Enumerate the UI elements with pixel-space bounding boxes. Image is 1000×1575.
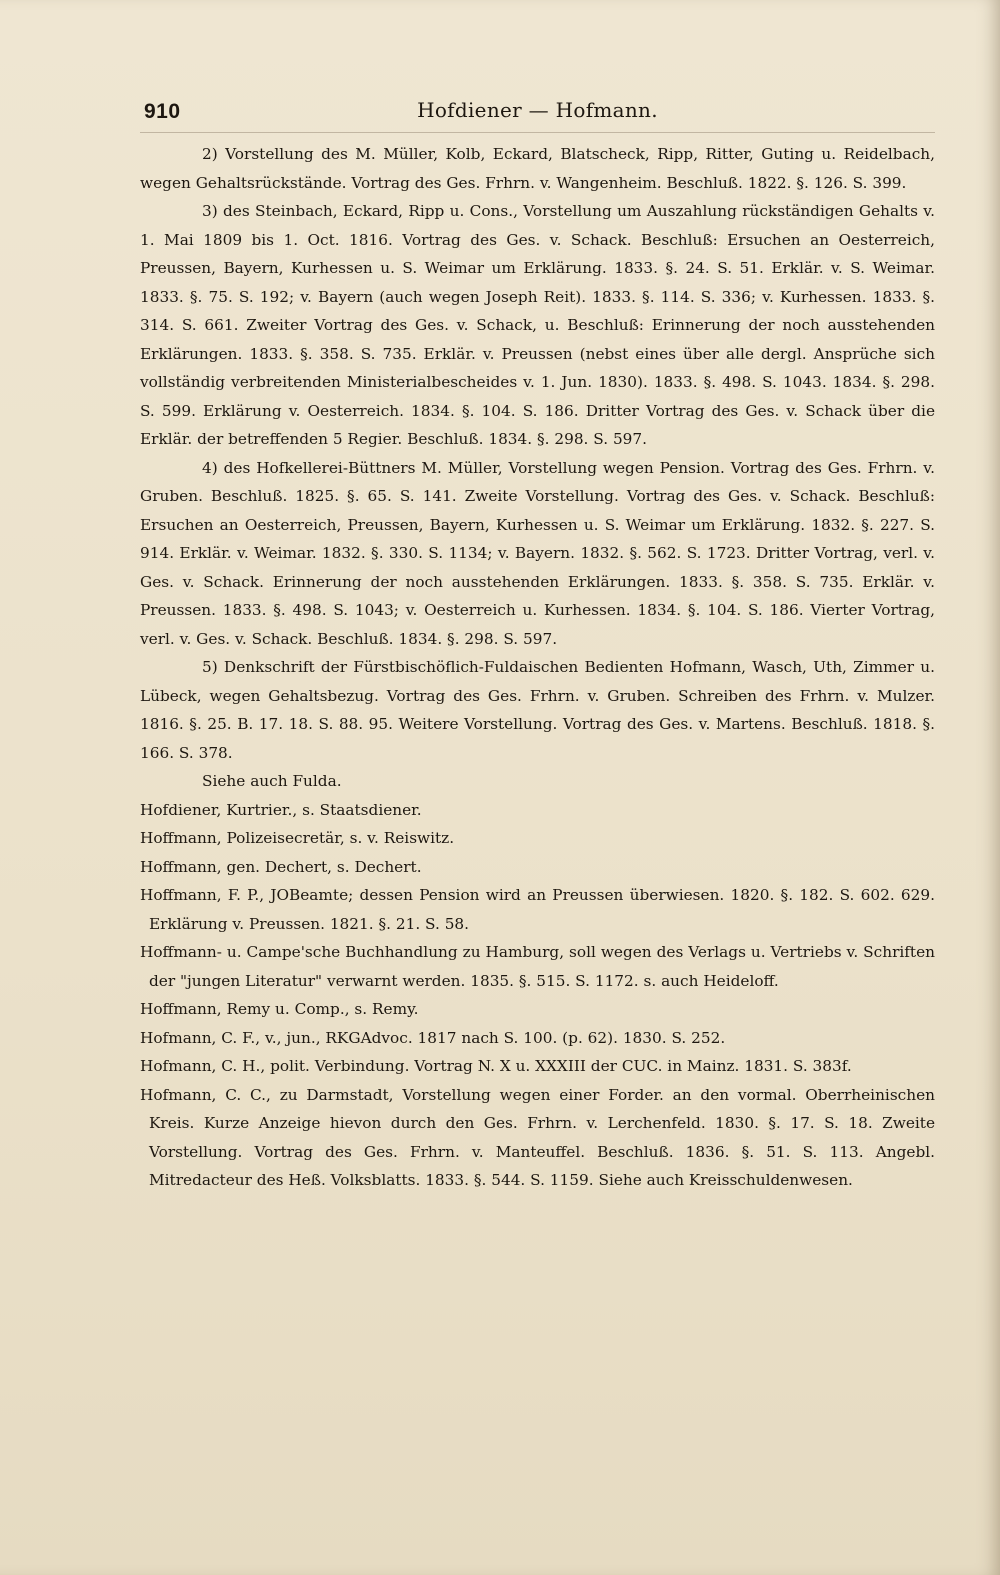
- index-entry: Hofmann, C. H., polit. Verbindung. Vortrag N. X u. XXXIII der CUC. in Mainz. 1831. S. 383f.: [140, 1057, 852, 1075]
- index-entry: Hoffmann, Polizeisecretär, s. v. Reiswitz.: [140, 829, 455, 847]
- index-entry: Hoffmann, gen. Dechert, s. Dechert.: [140, 857, 422, 876]
- see-also-note: Siehe auch Fulda.: [202, 772, 342, 790]
- sub-entry-4: 4) des Hofkellerei-Büttners M. Müller, Vorstellung wegen Pension. Vortrag des Ges. Frhrn. v. Gruben. Beschluß. 1825. §. 65. S. 141. Zweite Vorstellung. Vortrag des Ges. v. Schack. Beschluß: Ersuchen an Oesterreich, Preussen, Bayern, Kurhessen u. S. Weimar um Erklärung. 1832. §. 227. S. 914. Erklär. v. Weimar. 1832. §. 330. S. 1134; v. Bayern. 1832. §. 562. S. 1723. Dritter Vortrag, verl. v. Ges. v. Schack. Erinnerung der noch ausstehenden Erklärungen. 1833. §. 358. S. 735. Erklär. v. Preussen. 1833. §. 498. S. 1043; v. Oesterreich u. Kurhessen. 1834. §. 104. S. 186. Vierter Vortrag, verl. v. Ges. v. Schack. Beschluß. 1834. §. 298. S. 597.: [140, 458, 935, 648]
- sub-entry-2: 2) Vorstellung des M. Müller, Kolb, Eckard, Blatscheck, Ripp, Ritter, Guting u. Reidelbach, wegen Gehaltsrückstände. Vortrag des Ges. Frhrn. v. Wangenheim. Beschluß. 1822. §. 126. S. 399.: [140, 145, 935, 192]
- index-entry: Hoffmann, Remy u. Comp., s. Remy.: [140, 1000, 419, 1018]
- sub-entry-5: 5) Denkschrift der Fürstbischöflich-Fuldaischen Bedienten Hofmann, Wasch, Uth, Zimmer u. Lübeck, wegen Gehaltsbezug. Vortrag des Ges. Frhrn. v. Gruben. Schreiben des Frhrn. v. Mulzer. 1816. §. 25. B. 17. 18. S. 88. 95. Weitere Vorstellung. Vortrag des Ges. v. Martens. Beschluß. 1818. §. 166. S. 378.: [140, 658, 935, 762]
- sub-entry-3: 3) des Steinbach, Eckard, Ripp u. Cons., Vorstellung um Auszahlung rückständigen Gehalts v. 1. Mai 1809 bis 1. Oct. 1816. Vortrag des Ges. v. Schack. Beschluß: Ersuchen an Oesterreich, Preussen, Bayern, Kurhessen u. S. Weimar um Erklärung. 1833. §. 24. S. 51. Erklär. v. S. Weimar. 1833. §. 75. S. 192; v. Bayern (auch wegen Joseph Reit). 1833. §. 114. S. 336; v. Kurhessen. 1833. §. 314. S. 661. Zweiter Vortrag des Ges. v. Schack, u. Beschluß: Erinnerung der noch ausstehenden Erklärungen. 1833. §. 358. S. 735. Erklär. v. Preussen (nebst eines über alle dergl. Ansprüche sich vollständig verbreitenden Ministerialbescheides v. 1. Jun. 1830). 1833. §. 498. S. 1043. 1834. §. 298. S. 599. Erklärung v. Oesterreich. 1834. §. 104. S. 186. Dritter Vortrag des Ges. v. Schack über die Erklär. der betreffenden 5 Regier. Beschluß. 1834. §. 298. S. 597.: [140, 202, 935, 448]
- running-head: Hofdiener — Hofmann.: [417, 98, 658, 122]
- page-header: [140, 96, 935, 136]
- index-entry: Hofmann, C. C., zu Darmstadt, Vorstellung wegen einer Forder. an den vormal. Oberrheinischen Kreis. Kurze Anzeige hievon durch den Ges. Frhrn. v. Lerchenfeld. 1830. §. 17. S. 18. Zweite Vorstellung. Vortrag des Ges. Frhrn. v. Manteuffel. Beschluß. 1836. §. 51. S. 113. Angebl. Mitredacteur des Heß. Volksblatts. 1833. §. 544. S. 1159. Siehe auch Kreisschuldenwesen.: [140, 1085, 935, 1189]
- header-rule: [140, 132, 935, 133]
- page-number: 910: [144, 100, 181, 123]
- index-entry: Hofmann, C. F., v., jun., RKGAdvoc. 1817 nach S. 100. (p. 62). 1830. S. 252.: [140, 1028, 726, 1047]
- index-entry: Hofdiener, Kurtrier., s. Staatsdiener.: [140, 800, 422, 819]
- index-entry: Hoffmann, F. P., JOBeamte; dessen Pension wird an Preussen überwiesen. 1820. §. 182. S. 602. 629. Erklärung v. Preussen. 1821. §. 21. S. 58.: [140, 886, 935, 933]
- index-body: [140, 140, 935, 1195]
- index-entry: Hoffmann- u. Campe'sche Buchhandlung zu Hamburg, soll wegen des Verlags u. Vertriebs v. Schriften der "jungen Literatur" verwarnt werden. 1835. §. 515. S. 1172. s. auch Heideloff.: [140, 943, 935, 990]
